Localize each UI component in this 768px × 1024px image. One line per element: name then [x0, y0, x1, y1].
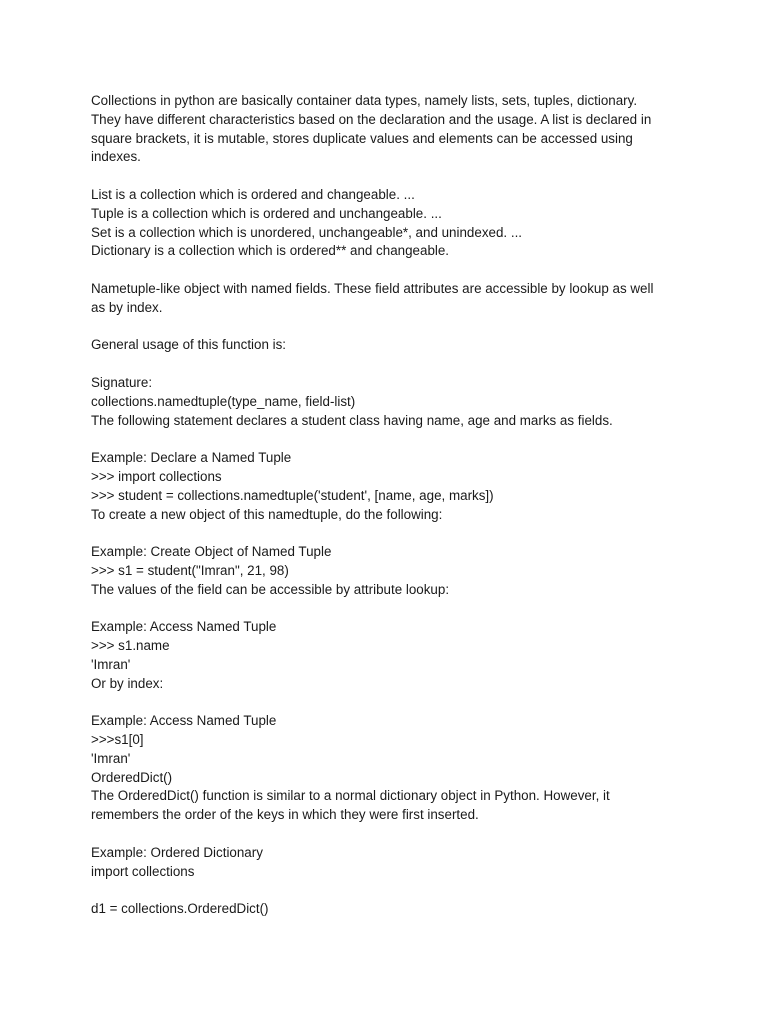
- text-line: >>> import collections: [91, 468, 222, 484]
- paragraph-ordered-dict-code: [91, 900, 691, 919]
- text-line: Example: Declare a Named Tuple: [91, 450, 292, 466]
- text-line: Example: Ordered Dictionary: [91, 844, 263, 860]
- text-line: import collections: [91, 863, 195, 879]
- text-line: They have different characteristics based on the declaration and the usage. A list is declared in: [91, 111, 652, 127]
- text-line: OrderedDict(): [91, 769, 173, 785]
- text-line: Tuple is a collection which is ordered and unchangeable. ...: [91, 205, 442, 221]
- paragraph-example-ordered-dict: [91, 844, 691, 882]
- text-line: Example: Access Named Tuple: [91, 713, 277, 729]
- paragraph-signature: [91, 374, 691, 430]
- text-line: To create a new object of this namedtuple, do the following:: [91, 506, 443, 522]
- text-line: >>> s1.name: [91, 638, 170, 654]
- text-line: The values of the field can be accessible by attribute lookup:: [91, 581, 450, 597]
- text-line: Collections in python are basically container data types, namely lists, sets, tuples, dictionary.: [91, 93, 638, 108]
- text-line: >>>s1[0]: [91, 732, 144, 748]
- text-line: Signature:: [91, 374, 153, 390]
- text-line: List is a collection which is ordered and changeable. ...: [91, 186, 415, 202]
- text-line: >>> student = collections.namedtuple('student', [name, age, marks]): [91, 487, 494, 503]
- paragraph-example-access-index: [91, 712, 691, 825]
- paragraph-example-declare: [91, 449, 691, 524]
- text-line: General usage of this function is:: [91, 337, 287, 353]
- paragraph-namedtuple-intro: [91, 280, 691, 318]
- document-page: [91, 92, 691, 938]
- text-line: Example: Create Object of Named Tuple: [91, 544, 332, 560]
- text-line: The following statement declares a student class having name, age and marks as fields.: [91, 412, 613, 428]
- text-line: >>> s1 = student("Imran", 21, 98): [91, 562, 289, 578]
- text-line: The OrderedDict() function is similar to a normal dictionary object in Python. However, it: [91, 788, 610, 804]
- text-line: indexes.: [91, 149, 141, 165]
- text-line: square brackets, it is mutable, stores duplicate values and elements can be accessed using: [91, 130, 633, 146]
- text-line: Or by index:: [91, 675, 164, 691]
- paragraph-example-access-attr: [91, 618, 691, 693]
- text-line: 'Imran': [91, 656, 131, 672]
- text-line: Nametuple-like object with named fields. These field attributes are accessible by lookup as well: [91, 280, 654, 296]
- paragraph-example-create: [91, 543, 691, 599]
- paragraph-general-usage: [91, 336, 691, 355]
- text-line: as by index.: [91, 299, 163, 315]
- text-line: d1 = collections.OrderedDict(): [91, 901, 269, 917]
- text-line: 'Imran': [91, 750, 131, 766]
- paragraph-collection-types: [91, 186, 691, 261]
- text-line: collections.namedtuple(type_name, field-list): [91, 393, 356, 409]
- text-line: remembers the order of the keys in which they were first inserted.: [91, 807, 479, 823]
- text-line: Dictionary is a collection which is ordered** and changeable.: [91, 243, 450, 259]
- paragraph-intro: [91, 92, 691, 167]
- text-line: Example: Access Named Tuple: [91, 619, 277, 635]
- text-line: Set is a collection which is unordered, unchangeable*, and unindexed. ...: [91, 224, 523, 240]
